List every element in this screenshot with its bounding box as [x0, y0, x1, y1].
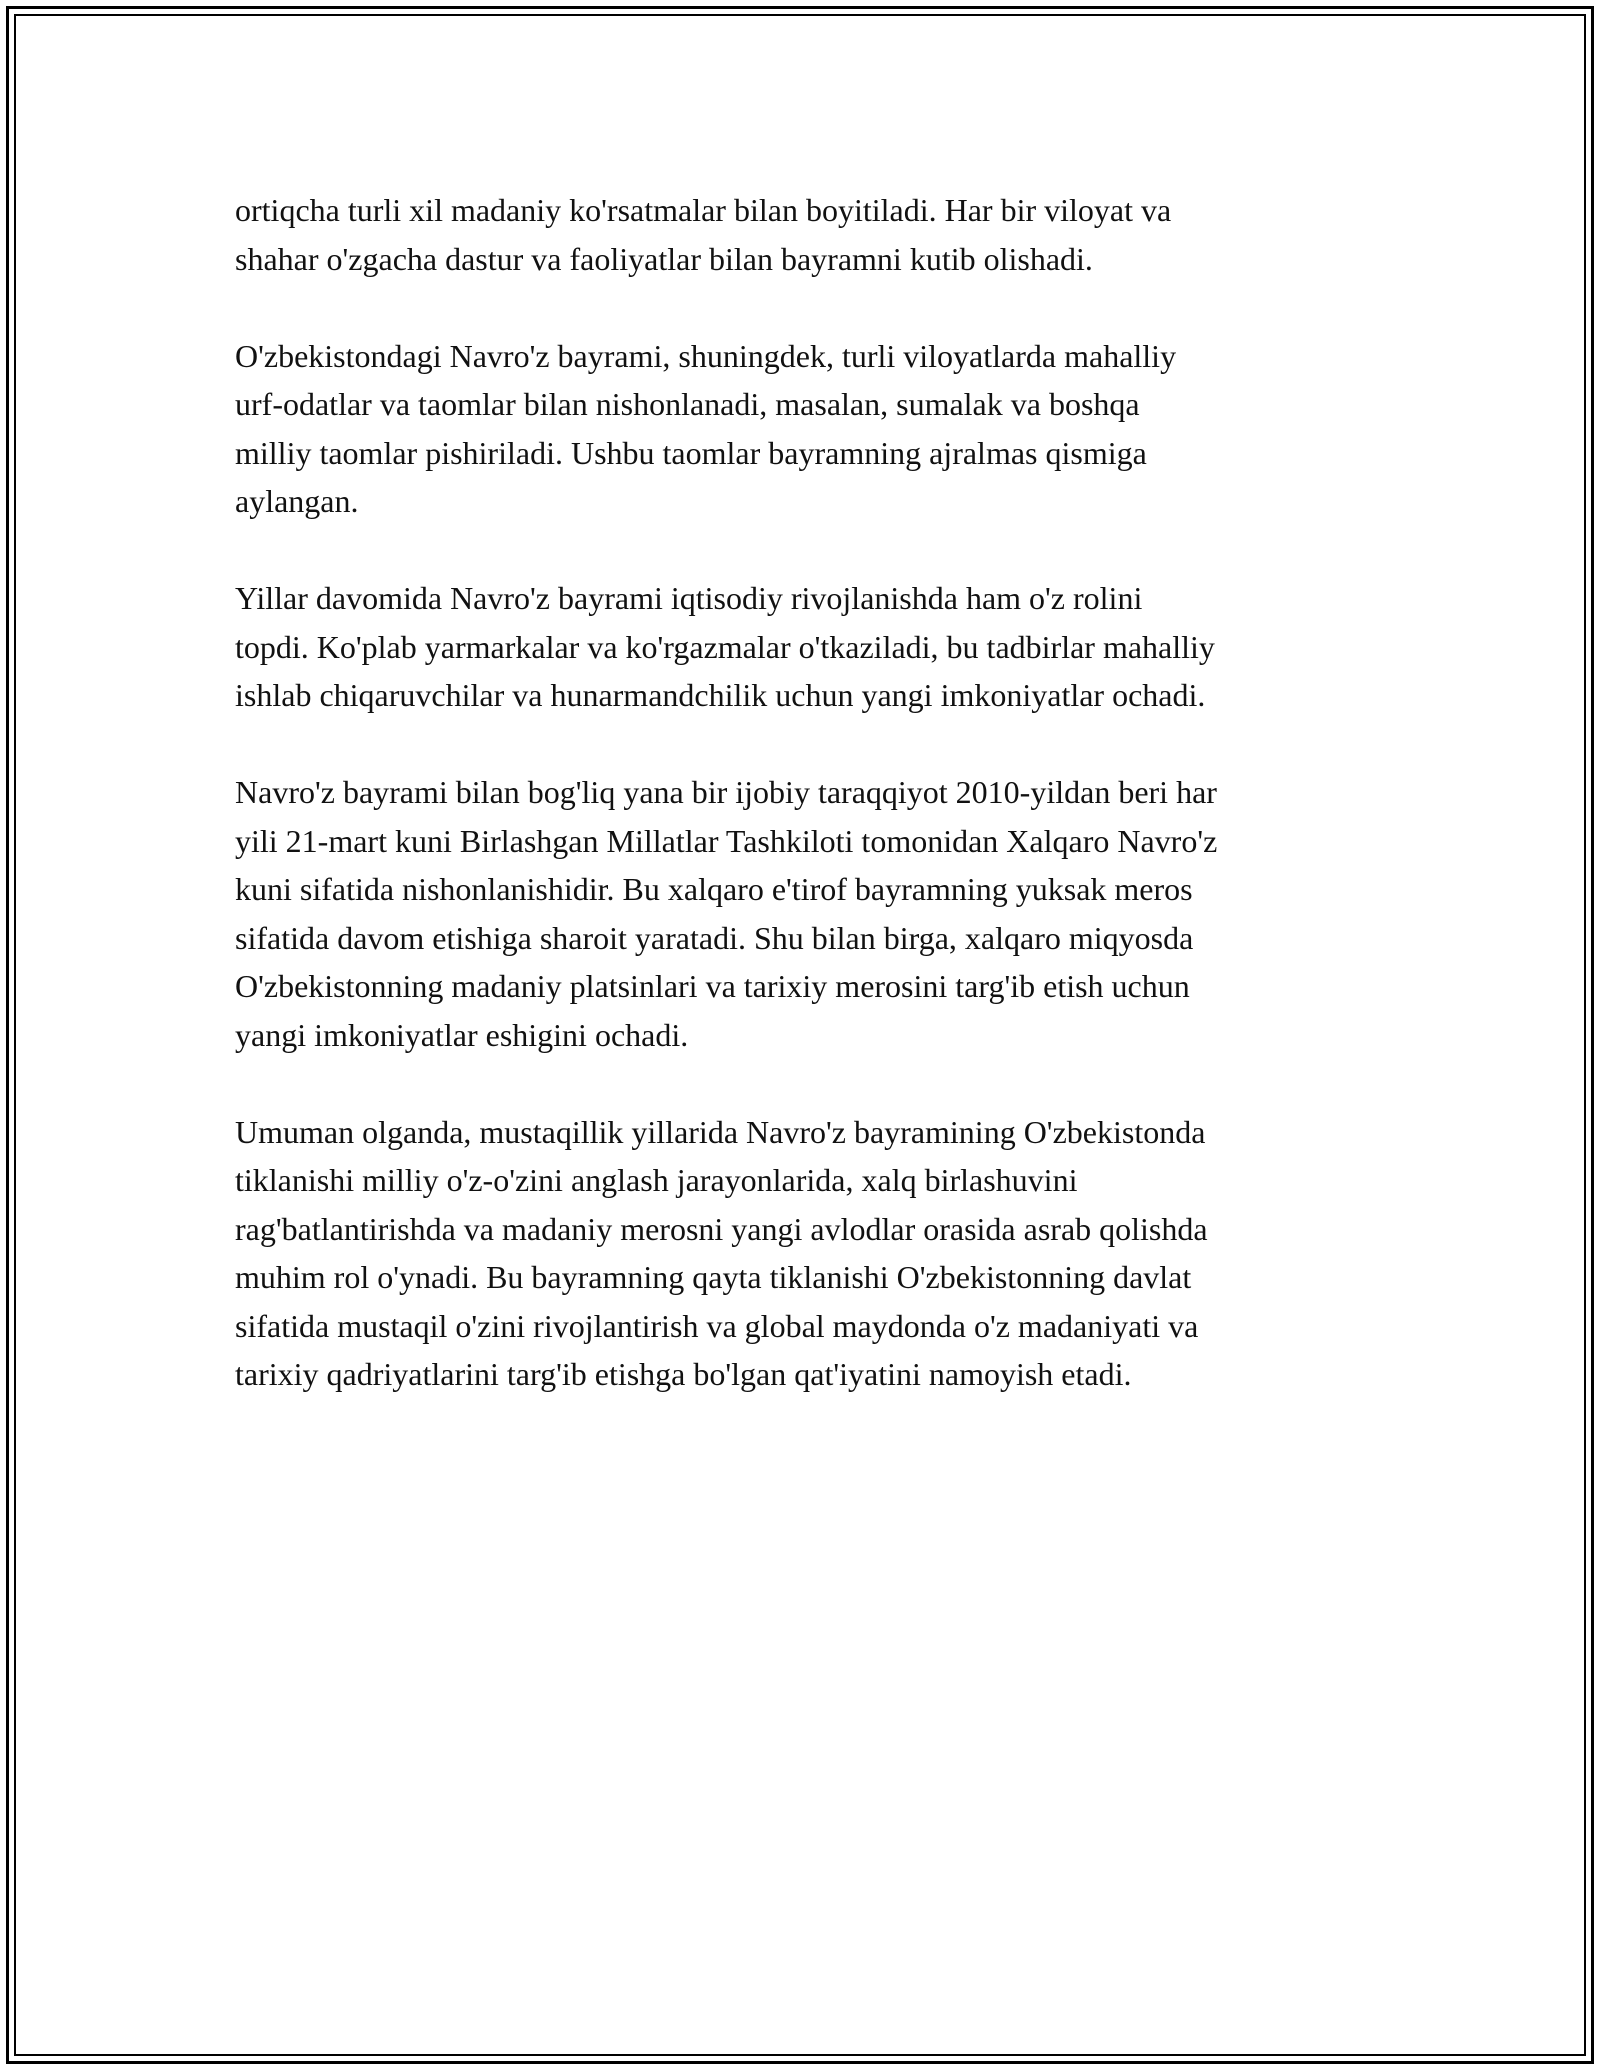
- paragraph: Yillar davomida Navro'z bayrami iqtisodiy rivojlanishda ham o'z rolini topdi. Ko'plab yarmarkalar va ko'rgazmalar o'tkaziladi, bu tadbirlar mahalliy ishlab chiqaruvchilar va hunarmandchilik uchun yangi imkoniyatlar ochadi.: [235, 580, 1215, 713]
- paragraph: ortiqcha turli xil madaniy ko'rsatmalar bilan boyitiladi. Har bir viloyat va shahar o'zgacha dastur va faoliyatlar bilan bayramni kutib olishadi.: [235, 192, 1172, 277]
- paragraph: Umuman olganda, mustaqillik yillarida Navro'z bayramining O'zbekistonda tiklanishi milliy o'z-o'zini anglash jarayonlarida, xalq birlashuvini rag'batlantirishda va madaniy merosni yangi avlodlar orasida asrab qolishda muhim rol o'ynadi. Bu bayramning qayta tiklanishi O'zbekistonning davlat sifatida mustaqil o'zini rivojlantirish va global maydonda o'z madaniyati va tarixiy qadriyatlarini targ'ib etishga bo'lgan qat'iyatini namoyish etadi.: [235, 1113, 1208, 1392]
- document-body: [235, 186, 1375, 1447]
- paragraph: Navro'z bayrami bilan bog'liq yana bir ijobiy taraqqiyot 2010-yildan beri har yili 21-mart kuni Birlashgan Millatlar Tashkiloti tomonidan Xalqaro Navro'z kuni sifatida nishonlanishidir. Bu xalqaro e'tirof bayramning yuksak meros sifatida davom etishiga sharoit yaratadi. Shu bilan birga, xalqaro miqyosda O'zbekistonning madaniy platsinlari va tarixiy merosini targ'ib etish uchun yangi imkoniyatlar eshigini ochadi.: [235, 774, 1218, 1053]
- paragraph: O'zbekistondagi Navro'z bayrami, shuningdek, turli viloyatlarda mahalliy urf-odatlar va taomlar bilan nishonlanadi, masalan, sumalak va boshqa milliy taomlar pishiriladi. Ushbu taomlar bayramning ajralmas qismiga aylangan.: [235, 337, 1177, 519]
